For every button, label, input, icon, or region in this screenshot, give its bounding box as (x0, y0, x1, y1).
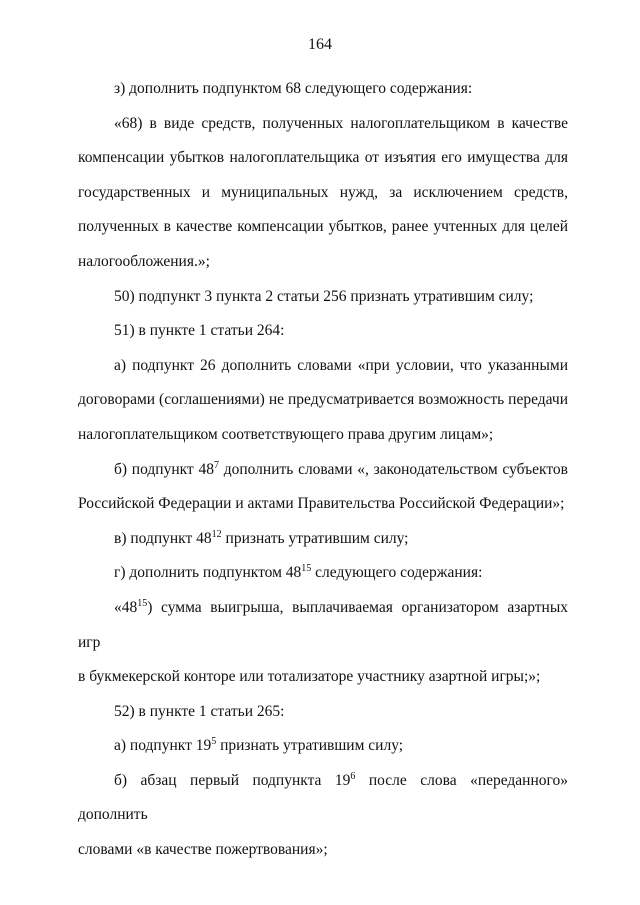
text-fragment: признать утратившим силу; (216, 737, 404, 755)
paragraph-z-add-subclause-68: з) дополнить подпунктом 68 следующего содержания: (114, 80, 473, 97)
superscript: 15 (301, 563, 312, 575)
text-fragment: б) абзац первый подпункта 19 (114, 771, 351, 789)
text-line: а) подпункт 26 дополнить словами «при условии, что указанными (114, 356, 568, 374)
text-fragment: в) подпункт 48 (114, 529, 212, 547)
text-line: налогообложения.»; (78, 252, 210, 270)
text-line: полученных в качестве компенсации убытков, ранее учтенных для целей (78, 218, 568, 236)
text-line (78, 453, 568, 488)
paragraph-50: 50) подпункт 3 пункта 2 статьи 256 признать утратившим силу; (114, 287, 534, 305)
superscript: 12 (211, 528, 222, 540)
paragraph-51-v (78, 522, 568, 557)
text-line (78, 764, 568, 833)
text-fragment: признать утратившим силу; (221, 529, 409, 547)
text-line: Российской Федерации и актами Правительства Российской Федерации»; (78, 495, 565, 513)
superscript: 7 (213, 459, 219, 471)
text-fragment: ) сумма выигрыша, выплачиваемая организатором азартных игр (78, 598, 568, 651)
paragraph-51: 51) в пункте 1 статьи 264: (114, 322, 285, 340)
text-line: налогоплательщиком соответствующего права другим лицам»; (78, 425, 494, 443)
paragraph-subclause-48-15-text (78, 591, 568, 695)
superscript: 15 (137, 597, 148, 609)
paragraph-52: 52) в пункте 1 статьи 265: (114, 702, 285, 720)
text-fragment: б) подпункт 48 (114, 460, 214, 478)
text-line: «68) в виде средств, полученных налогоплательщиком в качестве (114, 114, 568, 132)
superscript: 5 (211, 736, 217, 748)
paragraph-subclause-68-text (78, 107, 568, 280)
text-fragment: дополнить словами «, законодательством субъектов (218, 460, 568, 478)
text-fragment: следующего содержания: (311, 564, 483, 582)
paragraph-52-a (78, 729, 568, 764)
text-line: в букмекерской конторе или тотализаторе участнику азартной игры;»; (78, 668, 541, 686)
paragraph-51-a (78, 349, 568, 453)
text-line: словами «в качестве пожертвования»; (78, 841, 328, 859)
superscript: 6 (350, 770, 356, 782)
document-body (78, 72, 568, 868)
text-fragment: после слова «переданного» дополнить (78, 771, 568, 824)
text-line (78, 591, 568, 660)
text-fragment: а) подпункт 19 (114, 737, 212, 755)
text-fragment: г) дополнить подпунктом 48 (114, 564, 302, 582)
page-number: 164 (308, 36, 332, 53)
paragraph-51-g (78, 556, 568, 591)
text-line: договорами (соглашениями) не предусматривается возможность передачи (78, 391, 568, 409)
paragraph-52-b (78, 764, 568, 868)
text-line: компенсации убытков налогоплательщика от изъятия его имущества для (78, 149, 568, 167)
text-fragment: «48 (114, 598, 138, 616)
text-line: государственных и муниципальных нужд, за исключением средств, (78, 183, 568, 201)
paragraph-51-b (78, 453, 568, 522)
